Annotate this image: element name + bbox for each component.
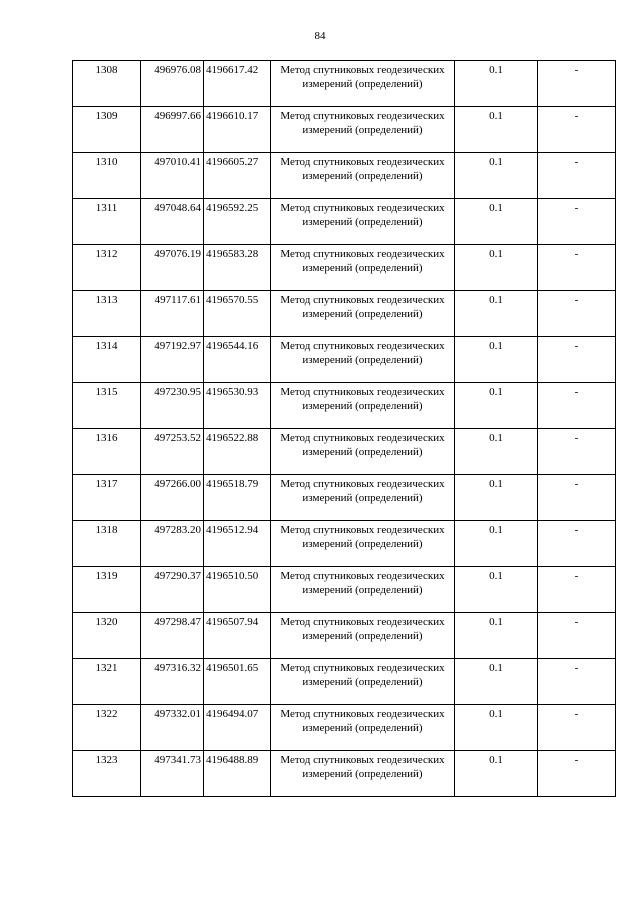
coordinate-y-cell: 4196605.27	[204, 153, 271, 199]
note-cell: -	[538, 245, 616, 291]
table-row	[73, 751, 616, 797]
table-row	[73, 153, 616, 199]
accuracy-cell: 0.1	[455, 107, 538, 153]
accuracy-cell: 0.1	[455, 475, 538, 521]
method-cell: Метод спутниковых геодезических измерений (определений)	[271, 245, 455, 291]
note-cell: -	[538, 659, 616, 705]
coordinate-x-cell: 497010.41	[141, 153, 204, 199]
coordinate-y-cell: 4196501.65	[204, 659, 271, 705]
accuracy-cell: 0.1	[455, 659, 538, 705]
table-row	[73, 475, 616, 521]
method-cell: Метод спутниковых геодезических измерений (определений)	[271, 751, 455, 797]
note-cell: -	[538, 199, 616, 245]
page-number: 84	[314, 30, 326, 42]
coordinate-y-cell: 4196592.25	[204, 199, 271, 245]
coordinate-x-cell: 497266.00	[141, 475, 204, 521]
table-row	[73, 567, 616, 613]
note-cell: -	[538, 567, 616, 613]
coordinate-y-cell: 4196583.28	[204, 245, 271, 291]
table-row	[73, 613, 616, 659]
method-cell: Метод спутниковых геодезических измерений (определений)	[271, 291, 455, 337]
note-cell: -	[538, 61, 616, 107]
table-row	[73, 337, 616, 383]
point-number-cell: 1313	[73, 291, 141, 337]
note-cell: -	[538, 107, 616, 153]
coordinate-x-cell: 497230.95	[141, 383, 204, 429]
note-cell: -	[538, 153, 616, 199]
table-row	[73, 383, 616, 429]
table-row	[73, 107, 616, 153]
point-number-cell: 1323	[73, 751, 141, 797]
method-cell: Метод спутниковых геодезических измерений (определений)	[271, 705, 455, 751]
point-number-cell: 1320	[73, 613, 141, 659]
method-cell: Метод спутниковых геодезических измерений (определений)	[271, 107, 455, 153]
method-cell: Метод спутниковых геодезических измерений (определений)	[271, 659, 455, 705]
coordinate-y-cell: 4196510.50	[204, 567, 271, 613]
coordinate-x-cell: 496976.08	[141, 61, 204, 107]
coordinate-y-cell: 4196544.16	[204, 337, 271, 383]
coordinates-table-body	[73, 61, 616, 797]
accuracy-cell: 0.1	[455, 61, 538, 107]
coordinate-x-cell: 497076.19	[141, 245, 204, 291]
method-cell: Метод спутниковых геодезических измерений (определений)	[271, 521, 455, 567]
note-cell: -	[538, 705, 616, 751]
method-cell: Метод спутниковых геодезических измерений (определений)	[271, 429, 455, 475]
point-number-cell: 1314	[73, 337, 141, 383]
coordinate-x-cell: 497332.01	[141, 705, 204, 751]
point-number-cell: 1318	[73, 521, 141, 567]
accuracy-cell: 0.1	[455, 337, 538, 383]
point-number-cell: 1322	[73, 705, 141, 751]
coordinate-x-cell: 497290.37	[141, 567, 204, 613]
coordinate-x-cell: 497298.47	[141, 613, 204, 659]
coordinate-x-cell: 496997.66	[141, 107, 204, 153]
point-number-cell: 1310	[73, 153, 141, 199]
coordinate-y-cell: 4196530.93	[204, 383, 271, 429]
coordinates-table	[72, 60, 616, 797]
coordinate-y-cell: 4196507.94	[204, 613, 271, 659]
accuracy-cell: 0.1	[455, 291, 538, 337]
point-number-cell: 1321	[73, 659, 141, 705]
note-cell: -	[538, 751, 616, 797]
table-row	[73, 705, 616, 751]
note-cell: -	[538, 383, 616, 429]
point-number-cell: 1308	[73, 61, 141, 107]
point-number-cell: 1312	[73, 245, 141, 291]
coordinate-x-cell: 497048.64	[141, 199, 204, 245]
table-row	[73, 521, 616, 567]
accuracy-cell: 0.1	[455, 429, 538, 475]
point-number-cell: 1309	[73, 107, 141, 153]
point-number-cell: 1317	[73, 475, 141, 521]
coordinate-y-cell: 4196494.07	[204, 705, 271, 751]
coordinate-y-cell: 4196488.89	[204, 751, 271, 797]
accuracy-cell: 0.1	[455, 613, 538, 659]
table-row	[73, 199, 616, 245]
coordinate-x-cell: 497253.52	[141, 429, 204, 475]
coordinate-y-cell: 4196570.55	[204, 291, 271, 337]
accuracy-cell: 0.1	[455, 245, 538, 291]
accuracy-cell: 0.1	[455, 199, 538, 245]
note-cell: -	[538, 337, 616, 383]
coordinate-y-cell: 4196512.94	[204, 521, 271, 567]
table-row	[73, 61, 616, 107]
coordinate-y-cell: 4196518.79	[204, 475, 271, 521]
accuracy-cell: 0.1	[455, 751, 538, 797]
note-cell: -	[538, 521, 616, 567]
note-cell: -	[538, 475, 616, 521]
point-number-cell: 1311	[73, 199, 141, 245]
method-cell: Метод спутниковых геодезических измерений (определений)	[271, 383, 455, 429]
accuracy-cell: 0.1	[455, 567, 538, 613]
coordinate-y-cell: 4196610.17	[204, 107, 271, 153]
method-cell: Метод спутниковых геодезических измерений (определений)	[271, 337, 455, 383]
table-row	[73, 429, 616, 475]
coordinate-y-cell: 4196617.42	[204, 61, 271, 107]
coordinate-x-cell: 497117.61	[141, 291, 204, 337]
point-number-cell: 1315	[73, 383, 141, 429]
accuracy-cell: 0.1	[455, 153, 538, 199]
point-number-cell: 1319	[73, 567, 141, 613]
coordinate-x-cell: 497316.32	[141, 659, 204, 705]
method-cell: Метод спутниковых геодезических измерений (определений)	[271, 475, 455, 521]
coordinate-y-cell: 4196522.88	[204, 429, 271, 475]
table-row	[73, 659, 616, 705]
method-cell: Метод спутниковых геодезических измерений (определений)	[271, 567, 455, 613]
method-cell: Метод спутниковых геодезических измерений (определений)	[271, 153, 455, 199]
note-cell: -	[538, 429, 616, 475]
accuracy-cell: 0.1	[455, 705, 538, 751]
method-cell: Метод спутниковых геодезических измерений (определений)	[271, 199, 455, 245]
coordinate-x-cell: 497341.73	[141, 751, 204, 797]
note-cell: -	[538, 613, 616, 659]
accuracy-cell: 0.1	[455, 383, 538, 429]
table-row	[73, 291, 616, 337]
note-cell: -	[538, 291, 616, 337]
method-cell: Метод спутниковых геодезических измерений (определений)	[271, 61, 455, 107]
coordinate-x-cell: 497283.20	[141, 521, 204, 567]
point-number-cell: 1316	[73, 429, 141, 475]
accuracy-cell: 0.1	[455, 521, 538, 567]
table-row	[73, 245, 616, 291]
coordinate-x-cell: 497192.97	[141, 337, 204, 383]
method-cell: Метод спутниковых геодезических измерений (определений)	[271, 613, 455, 659]
